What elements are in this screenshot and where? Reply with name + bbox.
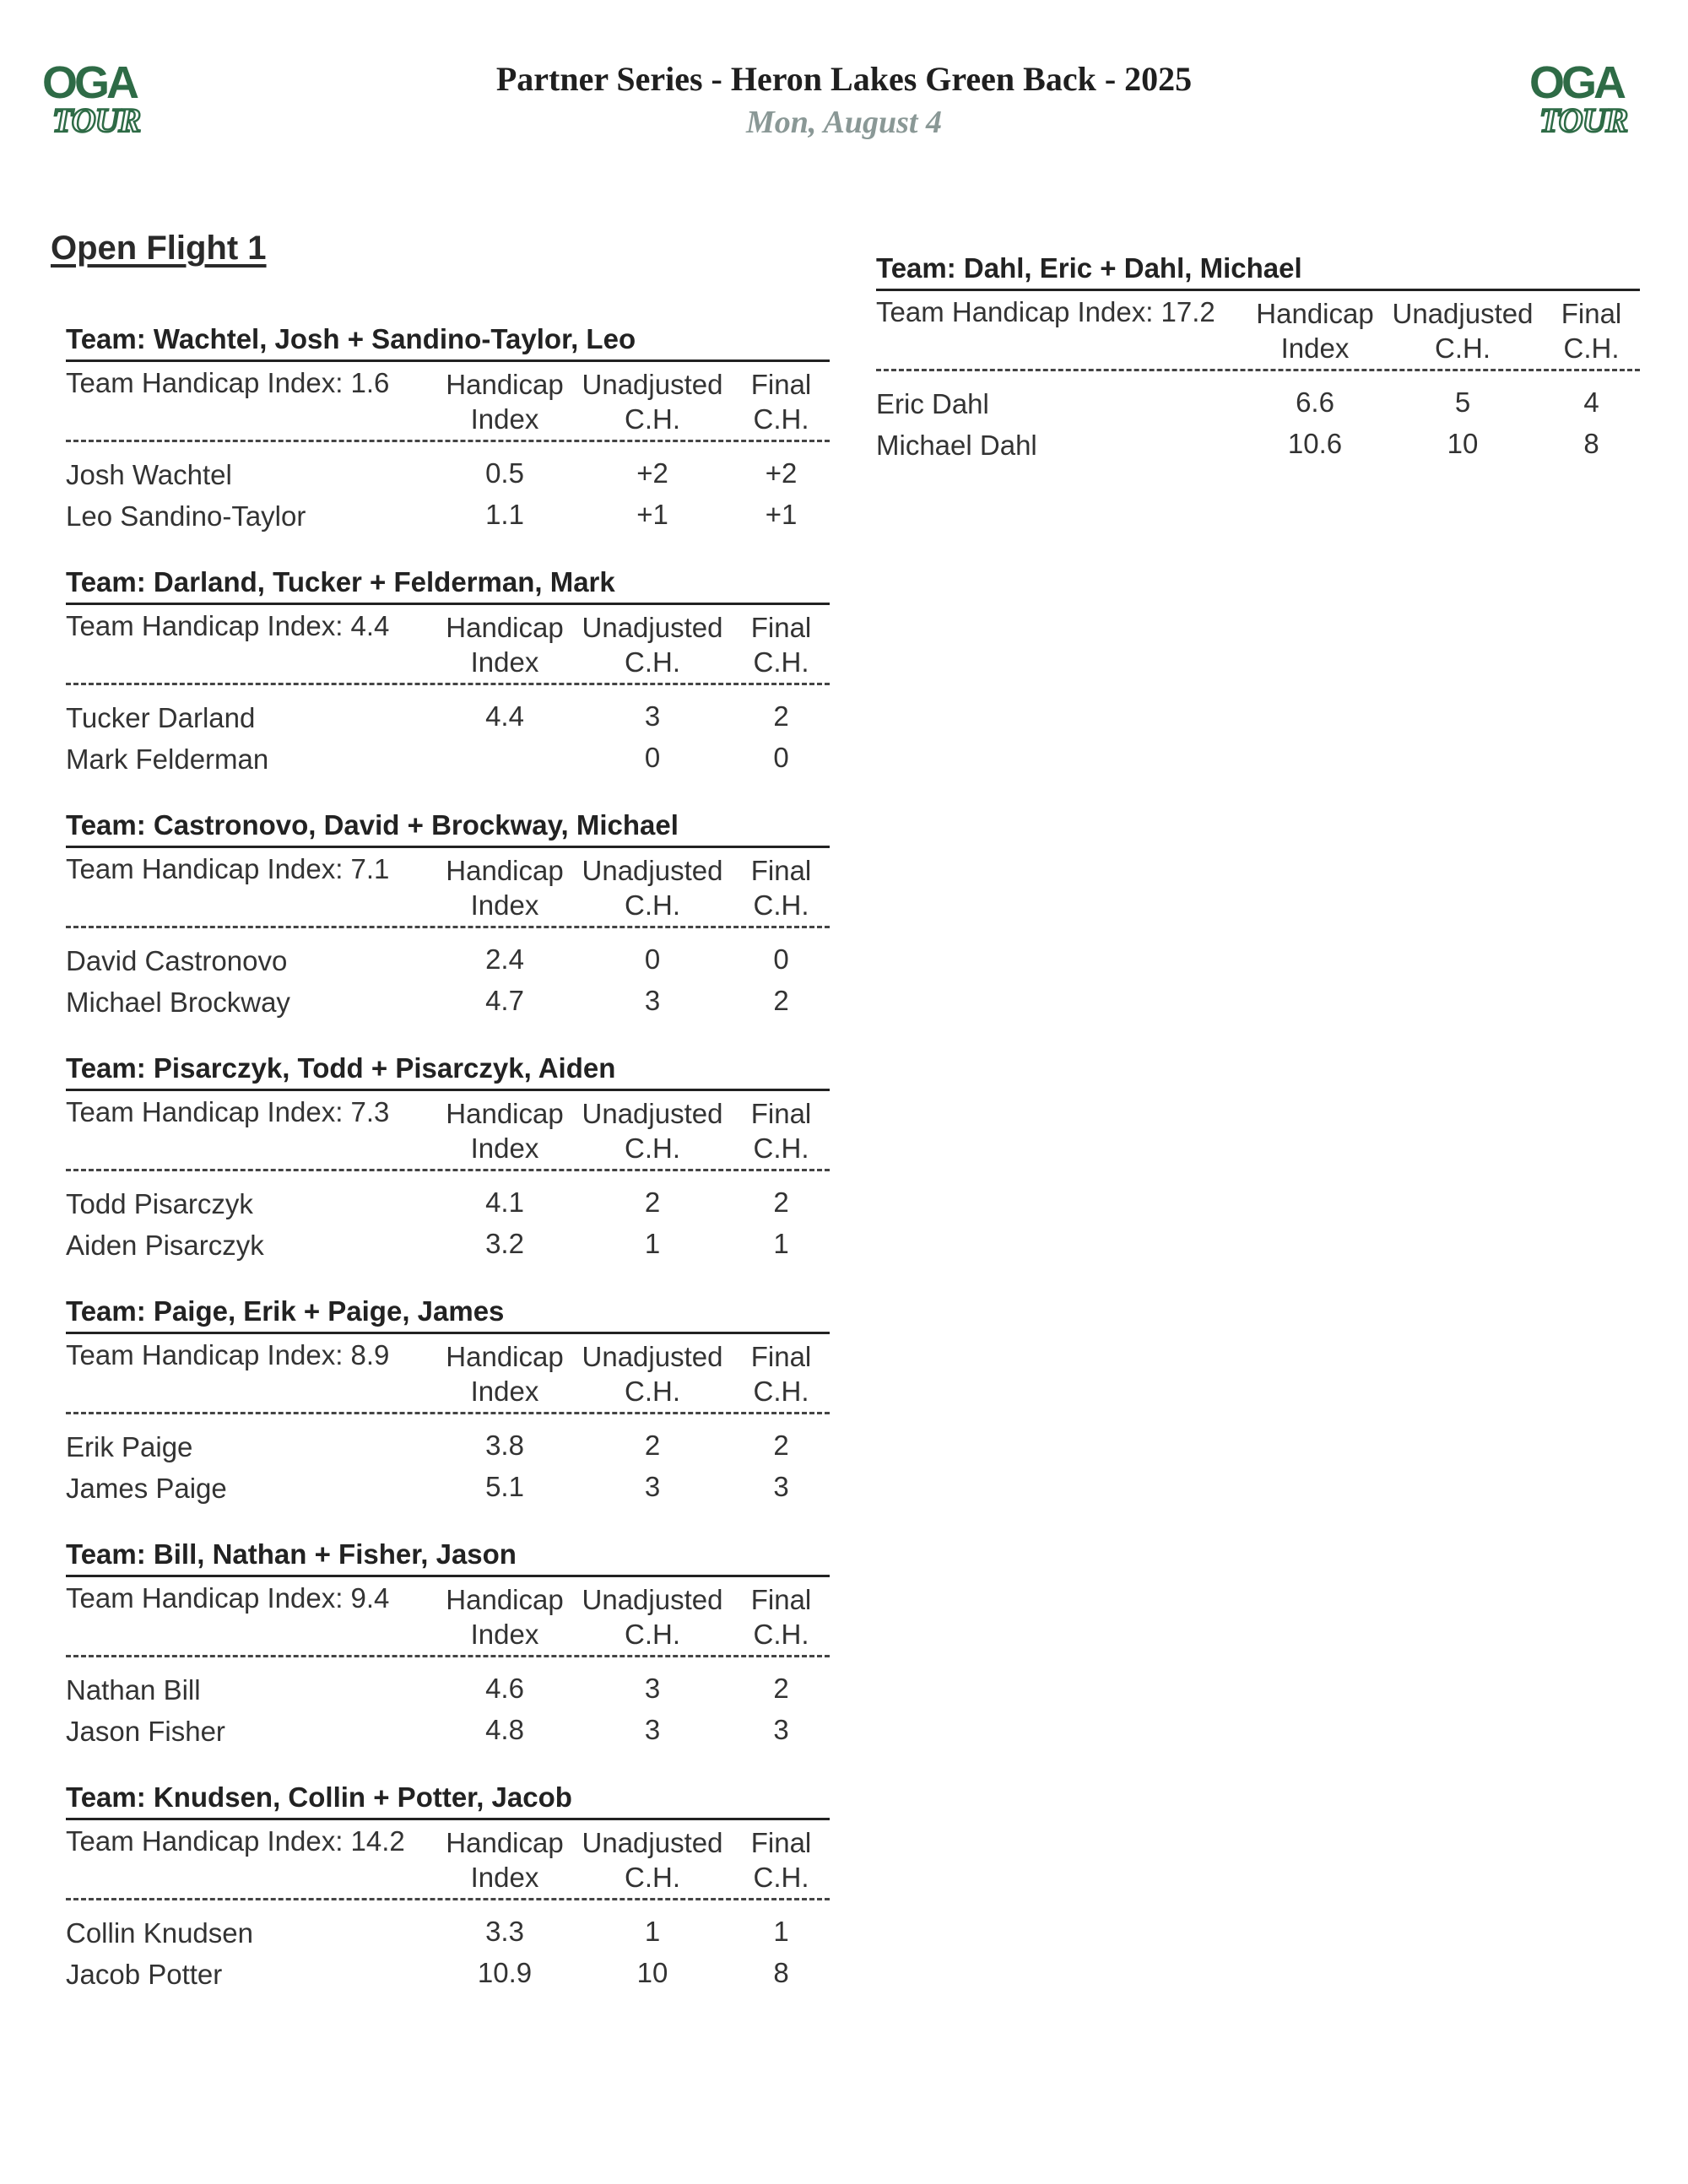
- handicap-index-column-header: Handicap Index: [446, 1827, 564, 1893]
- unadjusted-ch-column-header: Unadjusted C.H.: [582, 1341, 723, 1407]
- unadjusted-ch-column-header: Unadjusted C.H.: [582, 612, 723, 678]
- team-name: Team: Paige, Erik + Paige, James: [66, 1293, 830, 1334]
- player-row: [876, 385, 1640, 426]
- handicap-index-column-header: Handicap Index: [446, 369, 564, 435]
- player-handicap-index: 10.9: [477, 1957, 533, 1988]
- player-list: [66, 1414, 830, 1511]
- player-unadjusted-ch: 2: [644, 1430, 661, 1461]
- team-name: Team: Bill, Nathan + Fisher, Jason: [66, 1536, 830, 1577]
- team-name: Team: Castronovo, David + Brockway, Michael: [66, 807, 830, 848]
- team-handicap-index: Team Handicap Index: 7.1: [66, 853, 390, 884]
- player-row: [66, 983, 830, 1024]
- unadjusted-ch-column-header: Unadjusted C.H.: [582, 855, 723, 921]
- player-unadjusted-ch: 5: [1454, 387, 1471, 418]
- player-name: Michael Dahl: [876, 430, 1037, 461]
- team-block: [66, 1293, 830, 1536]
- player-handicap-index: 3.3: [485, 1916, 524, 1947]
- team-name: Team: Darland, Tucker + Felderman, Mark: [66, 564, 830, 605]
- team-name: Team: Dahl, Eric + Dahl, Michael: [876, 250, 1640, 291]
- team-block: [66, 1536, 830, 1779]
- team-handicap-index: Team Handicap Index: 17.2: [876, 296, 1215, 327]
- svg-text:OGA: OGA: [1529, 57, 1624, 108]
- player-row: [66, 1712, 830, 1754]
- player-unadjusted-ch: +2: [636, 457, 668, 489]
- handicap-index-column-header: Handicap Index: [446, 1341, 564, 1407]
- player-name: James Paige: [66, 1473, 227, 1504]
- team-handicap-index: Team Handicap Index: 7.3: [66, 1096, 390, 1127]
- player-final-ch: 1: [773, 1228, 789, 1259]
- player-handicap-index: 1.1: [485, 499, 524, 530]
- flight-title: Open Flight 1: [51, 230, 267, 267]
- event-date: Mon, August 4: [746, 105, 942, 140]
- team-header-row: [66, 848, 830, 926]
- team-block: [66, 321, 830, 564]
- team-block: [66, 564, 830, 807]
- player-final-ch: +1: [765, 499, 798, 530]
- final-ch-column-header: Final C.H.: [1561, 298, 1622, 364]
- handicap-index-column-header: Handicap Index: [446, 612, 564, 678]
- player-unadjusted-ch: +1: [636, 499, 668, 530]
- player-name: Aiden Pisarczyk: [66, 1230, 264, 1261]
- player-name: Erik Paige: [66, 1431, 193, 1462]
- final-ch-column-header: Final C.H.: [750, 1341, 812, 1407]
- player-final-ch: 2: [773, 1430, 789, 1461]
- unadjusted-ch-column-header: Unadjusted C.H.: [1392, 298, 1534, 364]
- team-header-row: [66, 362, 830, 440]
- svg-text:TOUR: TOUR: [52, 101, 141, 138]
- right-column: [876, 250, 1640, 493]
- player-final-ch: 8: [1583, 428, 1599, 459]
- team-header-row: [66, 1334, 830, 1412]
- player-row: [66, 1671, 830, 1712]
- final-ch-column-header: Final C.H.: [750, 369, 812, 435]
- player-final-ch: +2: [765, 457, 798, 489]
- player-unadjusted-ch: 1: [644, 1916, 661, 1947]
- page-header: [0, 57, 1688, 143]
- player-unadjusted-ch: 3: [644, 1714, 661, 1745]
- team-handicap-index: Team Handicap Index: 1.6: [66, 367, 390, 398]
- player-final-ch: 3: [773, 1714, 789, 1745]
- player-row: [66, 740, 830, 781]
- player-list: [66, 928, 830, 1024]
- player-list: [66, 442, 830, 538]
- player-name: Mark Felderman: [66, 743, 269, 775]
- svg-text:TOUR: TOUR: [1539, 101, 1628, 138]
- player-handicap-index: 2.4: [485, 943, 524, 975]
- svg-text:OGA: OGA: [42, 57, 137, 108]
- player-unadjusted-ch: 3: [644, 1673, 661, 1704]
- team-block: [66, 1779, 830, 2022]
- player-handicap-index: 4.6: [485, 1673, 524, 1704]
- player-list: [66, 1900, 830, 1997]
- handicap-index-column-header: Handicap Index: [446, 1098, 564, 1164]
- final-ch-column-header: Final C.H.: [750, 1827, 812, 1893]
- player-final-ch: 2: [773, 700, 789, 732]
- final-ch-column-header: Final C.H.: [750, 1098, 812, 1164]
- player-name: Collin Knudsen: [66, 1917, 253, 1949]
- final-ch-column-header: Final C.H.: [750, 612, 812, 678]
- player-row: [66, 1955, 830, 1997]
- player-name: Todd Pisarczyk: [66, 1188, 253, 1219]
- player-unadjusted-ch: 0: [644, 742, 661, 773]
- player-list: [66, 1657, 830, 1754]
- player-unadjusted-ch: 0: [644, 943, 661, 975]
- player-name: Jason Fisher: [66, 1716, 225, 1747]
- team-header-row: [876, 291, 1640, 369]
- player-row: [876, 426, 1640, 468]
- player-name: Michael Brockway: [66, 987, 290, 1018]
- player-row: [66, 456, 830, 497]
- player-final-ch: 1: [773, 1916, 789, 1947]
- player-handicap-index: 4.1: [485, 1187, 524, 1218]
- final-ch-column-header: Final C.H.: [750, 1584, 812, 1650]
- player-row: [66, 942, 830, 983]
- team-handicap-index: Team Handicap Index: 14.2: [66, 1825, 405, 1857]
- player-final-ch: 0: [773, 742, 789, 773]
- player-row: [66, 699, 830, 740]
- player-name: Eric Dahl: [876, 388, 989, 419]
- team-header-row: [66, 1820, 830, 1898]
- team-block: [66, 1050, 830, 1293]
- player-final-ch: 0: [773, 943, 789, 975]
- player-row: [66, 1185, 830, 1226]
- player-list: [876, 371, 1640, 468]
- player-unadjusted-ch: 3: [644, 985, 661, 1016]
- player-row: [66, 1914, 830, 1955]
- player-handicap-index: 10.6: [1287, 428, 1343, 459]
- team-name: Team: Wachtel, Josh + Sandino-Taylor, Leo: [66, 321, 830, 362]
- unadjusted-ch-column-header: Unadjusted C.H.: [582, 1098, 723, 1164]
- player-unadjusted-ch: 10: [636, 1957, 668, 1988]
- team-name: Team: Knudsen, Collin + Potter, Jacob: [66, 1779, 830, 1820]
- player-name: Nathan Bill: [66, 1674, 201, 1706]
- player-handicap-index: 4.4: [485, 700, 524, 732]
- team-handicap-index: Team Handicap Index: 4.4: [66, 610, 390, 641]
- player-unadjusted-ch: 3: [644, 700, 661, 732]
- handicap-index-column-header: Handicap Index: [446, 1584, 564, 1650]
- player-list: [66, 1171, 830, 1268]
- player-name: Josh Wachtel: [66, 459, 232, 490]
- player-handicap-index: 4.7: [485, 985, 524, 1016]
- unadjusted-ch-column-header: Unadjusted C.H.: [582, 369, 723, 435]
- player-row: [66, 1469, 830, 1511]
- player-name: Jacob Potter: [66, 1959, 223, 1990]
- team-handicap-index: Team Handicap Index: 9.4: [66, 1582, 390, 1614]
- handicap-index-column-header: Handicap Index: [446, 855, 564, 921]
- team-block: [876, 250, 1640, 493]
- unadjusted-ch-column-header: Unadjusted C.H.: [582, 1584, 723, 1650]
- page-title: Partner Series - Heron Lakes Green Back - 2025: [495, 60, 1193, 98]
- player-final-ch: 3: [773, 1471, 789, 1502]
- player-final-ch: 8: [773, 1957, 789, 1988]
- team-header-row: [66, 1577, 830, 1655]
- team-name: Team: Pisarczyk, Todd + Pisarczyk, Aiden: [66, 1050, 830, 1091]
- unadjusted-ch-column-header: Unadjusted C.H.: [582, 1827, 723, 1893]
- team-handicap-index: Team Handicap Index: 8.9: [66, 1339, 390, 1370]
- player-row: [66, 1428, 830, 1469]
- player-list: [66, 685, 830, 781]
- player-unadjusted-ch: 1: [644, 1228, 661, 1259]
- player-name: Tucker Darland: [66, 702, 256, 733]
- player-unadjusted-ch: 3: [644, 1471, 661, 1502]
- player-handicap-index: 0.5: [485, 457, 524, 489]
- team-block: [66, 807, 830, 1050]
- player-handicap-index: 6.6: [1296, 387, 1334, 418]
- final-ch-column-header: Final C.H.: [750, 855, 812, 921]
- handicap-index-column-header: Handicap Index: [1256, 298, 1374, 364]
- player-handicap-index: 5.1: [485, 1471, 524, 1502]
- player-unadjusted-ch: 2: [644, 1187, 661, 1218]
- player-row: [66, 497, 830, 538]
- player-handicap-index: 3.8: [485, 1430, 524, 1461]
- left-column: [66, 321, 830, 2022]
- player-handicap-index: 3.2: [485, 1228, 524, 1259]
- player-handicap-index: 4.8: [485, 1714, 524, 1745]
- team-header-row: [66, 1091, 830, 1169]
- player-name: Leo Sandino-Taylor: [66, 500, 306, 532]
- player-name: David Castronovo: [66, 945, 288, 976]
- team-header-row: [66, 605, 830, 683]
- player-final-ch: 2: [773, 985, 789, 1016]
- player-unadjusted-ch: 10: [1447, 428, 1479, 459]
- player-final-ch: 4: [1583, 387, 1599, 418]
- player-row: [66, 1226, 830, 1268]
- player-final-ch: 2: [773, 1673, 789, 1704]
- player-final-ch: 2: [773, 1187, 789, 1218]
